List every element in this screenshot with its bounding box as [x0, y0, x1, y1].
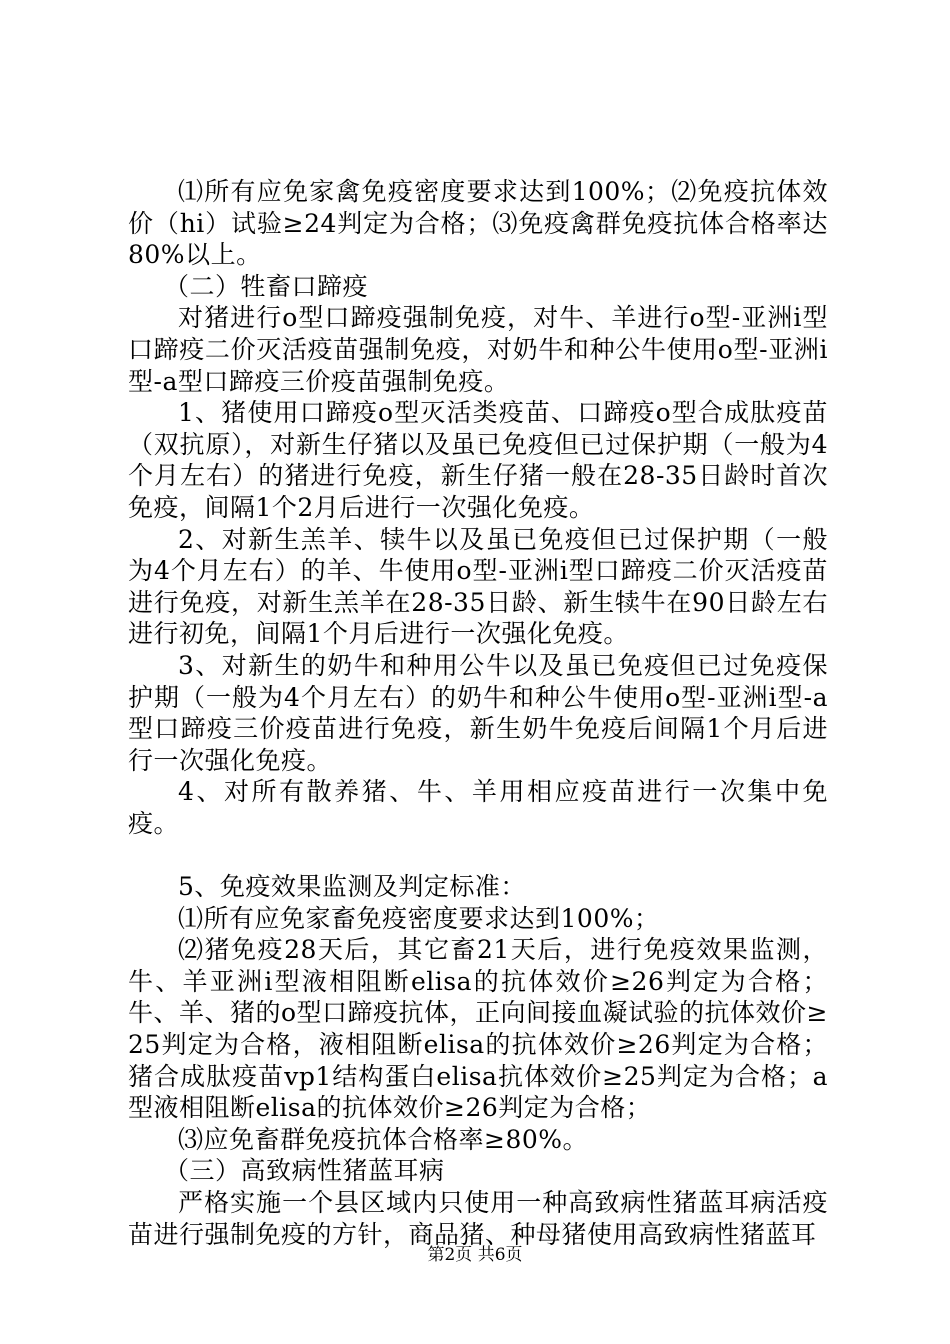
paragraph-fmd-pigs: 1、猪使用口蹄疫o型灭活类疫苗、口蹄疫o型合成肽疫苗（双抗原），对新生仔猪以及虽已免疫但已过保护期（一般为4个月左右）的猪进行免疫，新生仔猪一般在28-35日龄时首次免疫，间隔1个2月后进行一次强化免疫。: [128, 398, 828, 522]
paragraph-spacer: [128, 839, 828, 871]
paragraph-monitoring-density: ⑴所有应免家畜免疫密度要求达到100%；: [178, 903, 660, 933]
paragraph-poultry-standards: ⑴所有应免家禽免疫密度要求达到100%；⑵免疫抗体效价（hi）试验≥24判定为合格；⑶免疫禽群免疫抗体合格率达80%以上。: [128, 177, 828, 270]
page-footer: 第2页 共6页: [427, 1245, 523, 1265]
section-heading-prrs: （三）高致病性猪蓝耳病: [164, 1156, 445, 1186]
section-heading-fmd: （二）牲畜口蹄疫: [164, 271, 369, 301]
paragraph-fmd-free-range: 4、对所有散养猪、牛、羊用相应疫苗进行一次集中免疫。: [128, 777, 828, 838]
paragraph-prrs-policy: 严格实施一个县区域内只使用一种高致病性猪蓝耳病活疫苗进行强制免疫的方针，商品猪、种母猪使用高致病性猪蓝耳: [128, 1188, 828, 1249]
paragraph-fmd-dairy: 3、对新生的奶牛和种用公牛以及虽已免疫但已过免疫保护期（一般为4个月左右）的奶牛和种公牛使用o型-亚洲i型-a型口蹄疫三价疫苗进行免疫，新生奶牛免疫后间隔1个月后进行一次强化免疫。: [128, 650, 828, 775]
paragraph-monitoring-title: 5、免疫效果监测及判定标准：: [178, 872, 526, 902]
paragraph-fmd-sheep-cattle: 2、对新生羔羊、犊牛以及虽已免疫但已过保护期（一般为4个月左右）的羊、牛使用o型-亚洲i型口蹄疫二价灭活疫苗进行免疫，对新生羔羊在28-35日龄、新生犊牛在90日龄左右进行初免，间隔1个月后进行一次强化免疫。: [128, 524, 828, 649]
document-body: [128, 176, 828, 1250]
paragraph-monitoring-rate: ⑶应免畜群免疫抗体合格率≥80%。: [178, 1124, 589, 1154]
paragraph-fmd-intro: 对猪进行o型口蹄疫强制免疫，对牛、羊进行o型-亚洲i型口蹄疫二价灭活疫苗强制免疫，对奶牛和种公牛使用o型-亚洲i型-a型口蹄疫三价疫苗强制免疫。: [128, 303, 828, 396]
paragraph-monitoring-antibody: ⑵猪免疫28天后，其它畜21天后，进行免疫效果监测，牛、羊亚洲i型液相阻断elisa的抗体效价≥26判定为合格；牛、羊、猪的o型口蹄疫抗体，正向间接血凝试验的抗体效价≥25判定为合格，液相阻断elisa的抗体效价≥26判定为合格；猪合成肽疫苗vp1结构蛋白elisa抗体效价≥25判定为合格；a型液相阻断elisa的抗体效价≥26判定为合格；: [128, 935, 829, 1123]
